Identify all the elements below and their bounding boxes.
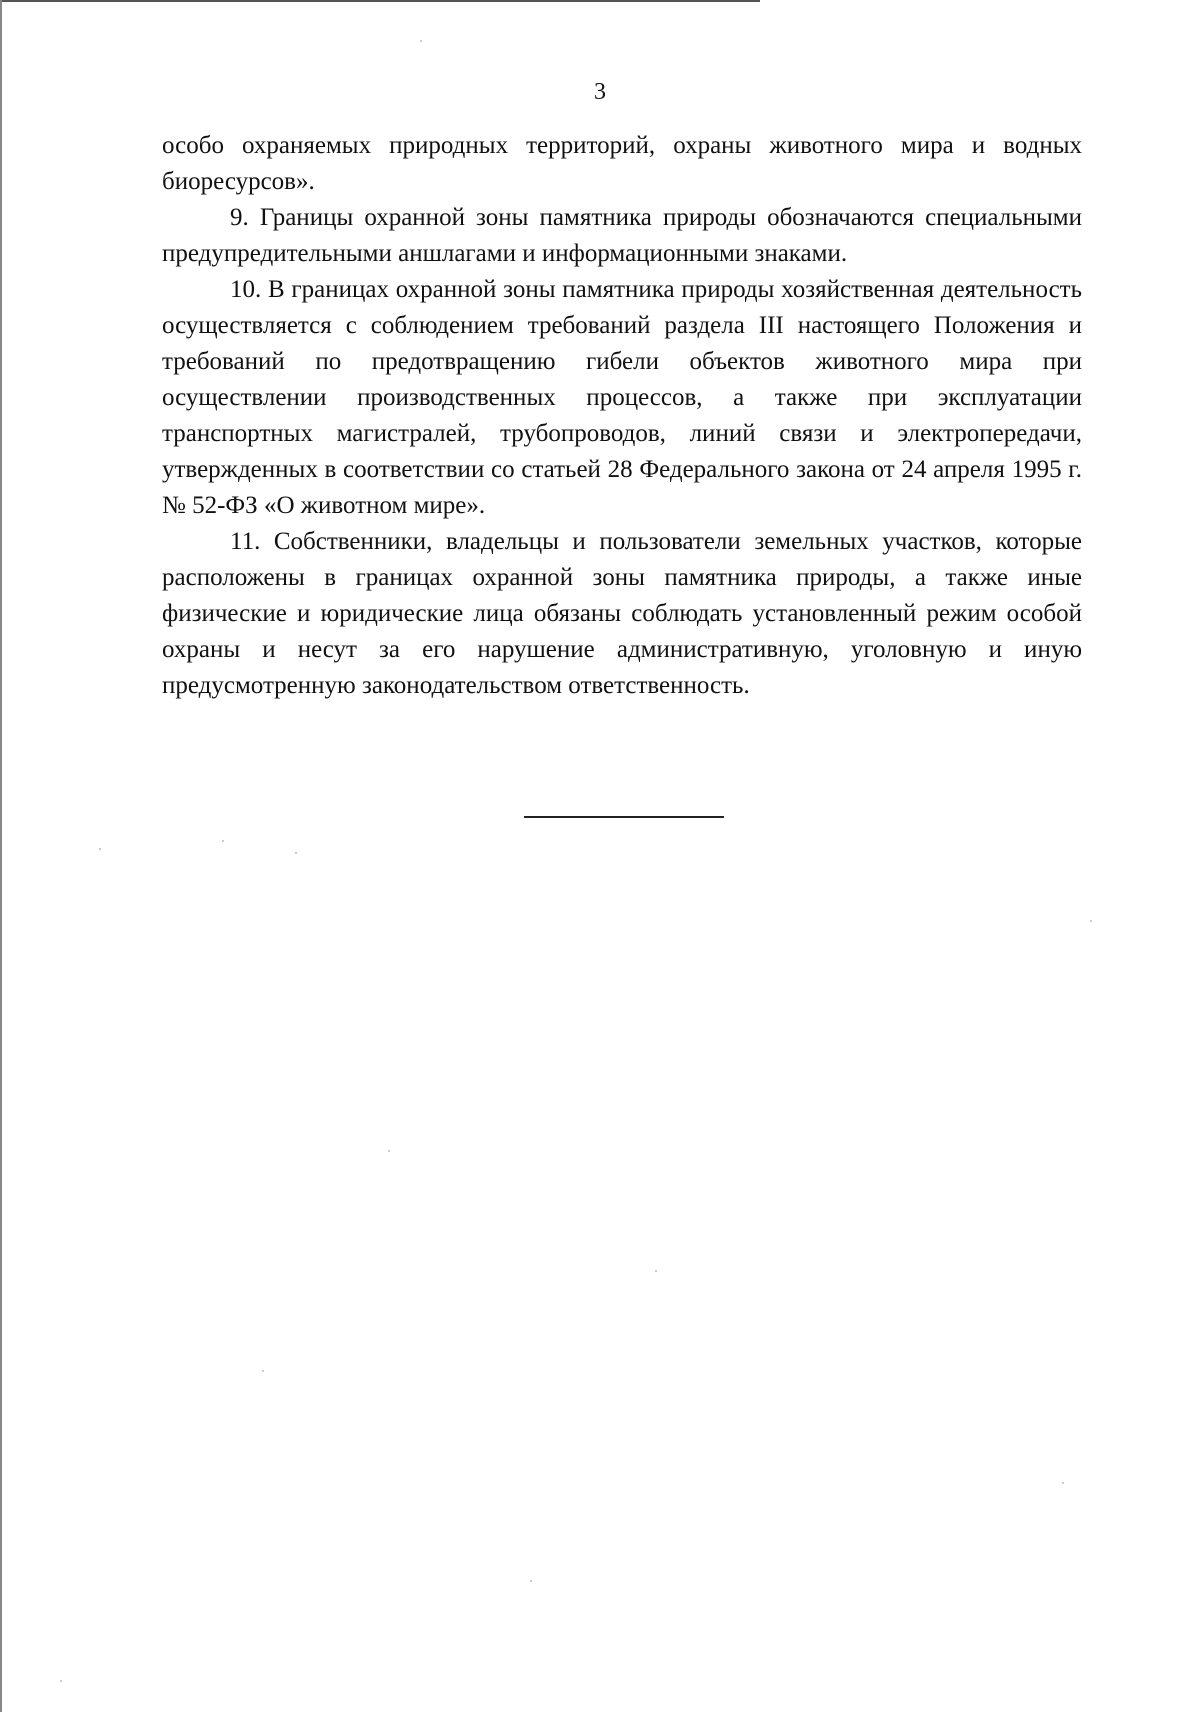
scan-speck [655,1270,657,1272]
end-of-document-rule [524,816,724,818]
document-body [162,128,1082,704]
scan-speck [388,1150,390,1152]
page-number: 3 [594,79,606,105]
scan-speck [60,1680,62,1682]
paragraph-item-9: 9. Границы охранной зоны памятника природы обозначаются специальными предупредительными аншлагами и информационными знаками. [162,204,1082,267]
scan-speck [295,852,297,854]
scan-speck [262,1370,264,1372]
scan-speck [530,1580,532,1582]
scan-speck [222,840,224,842]
paragraph-continuation: особо охраняемых природных территорий, охраны животного мира и водных биоресурсов». [162,132,1082,195]
scan-edge-left [0,0,2,1712]
scan-speck [420,40,422,42]
scan-speck [99,848,101,850]
paragraph-item-11: 11. Собственники, владельцы и пользователи земельных участков, которые расположены в границах охранной зоны памятника природы, а также иные физические и юридические лица обязаны соблюдать установленный режим особой охраны и несут за его нарушение административную, уголовную и иную предусмотренную законодательством ответственность. [162,528,1082,699]
scan-edge-top [0,0,760,2]
scan-speck [1062,1482,1064,1484]
paragraph-item-10: 10. В границах охранной зоны памятника природы хозяйственная деятельность осуществляется с соблюдением требований раздела III настоящего Положения и требований по предотвращению гибели объектов животного мира при осуществлении производственных процессов, а также при эксплуатации транспортных магистралей, трубопроводов, линий связи и электропередачи, утвержденных в соответствии со статьей 28 Федерального закона от 24 апреля 1995 г. № 52-ФЗ «О животном мире». [162,276,1082,519]
scan-speck [1090,920,1092,922]
